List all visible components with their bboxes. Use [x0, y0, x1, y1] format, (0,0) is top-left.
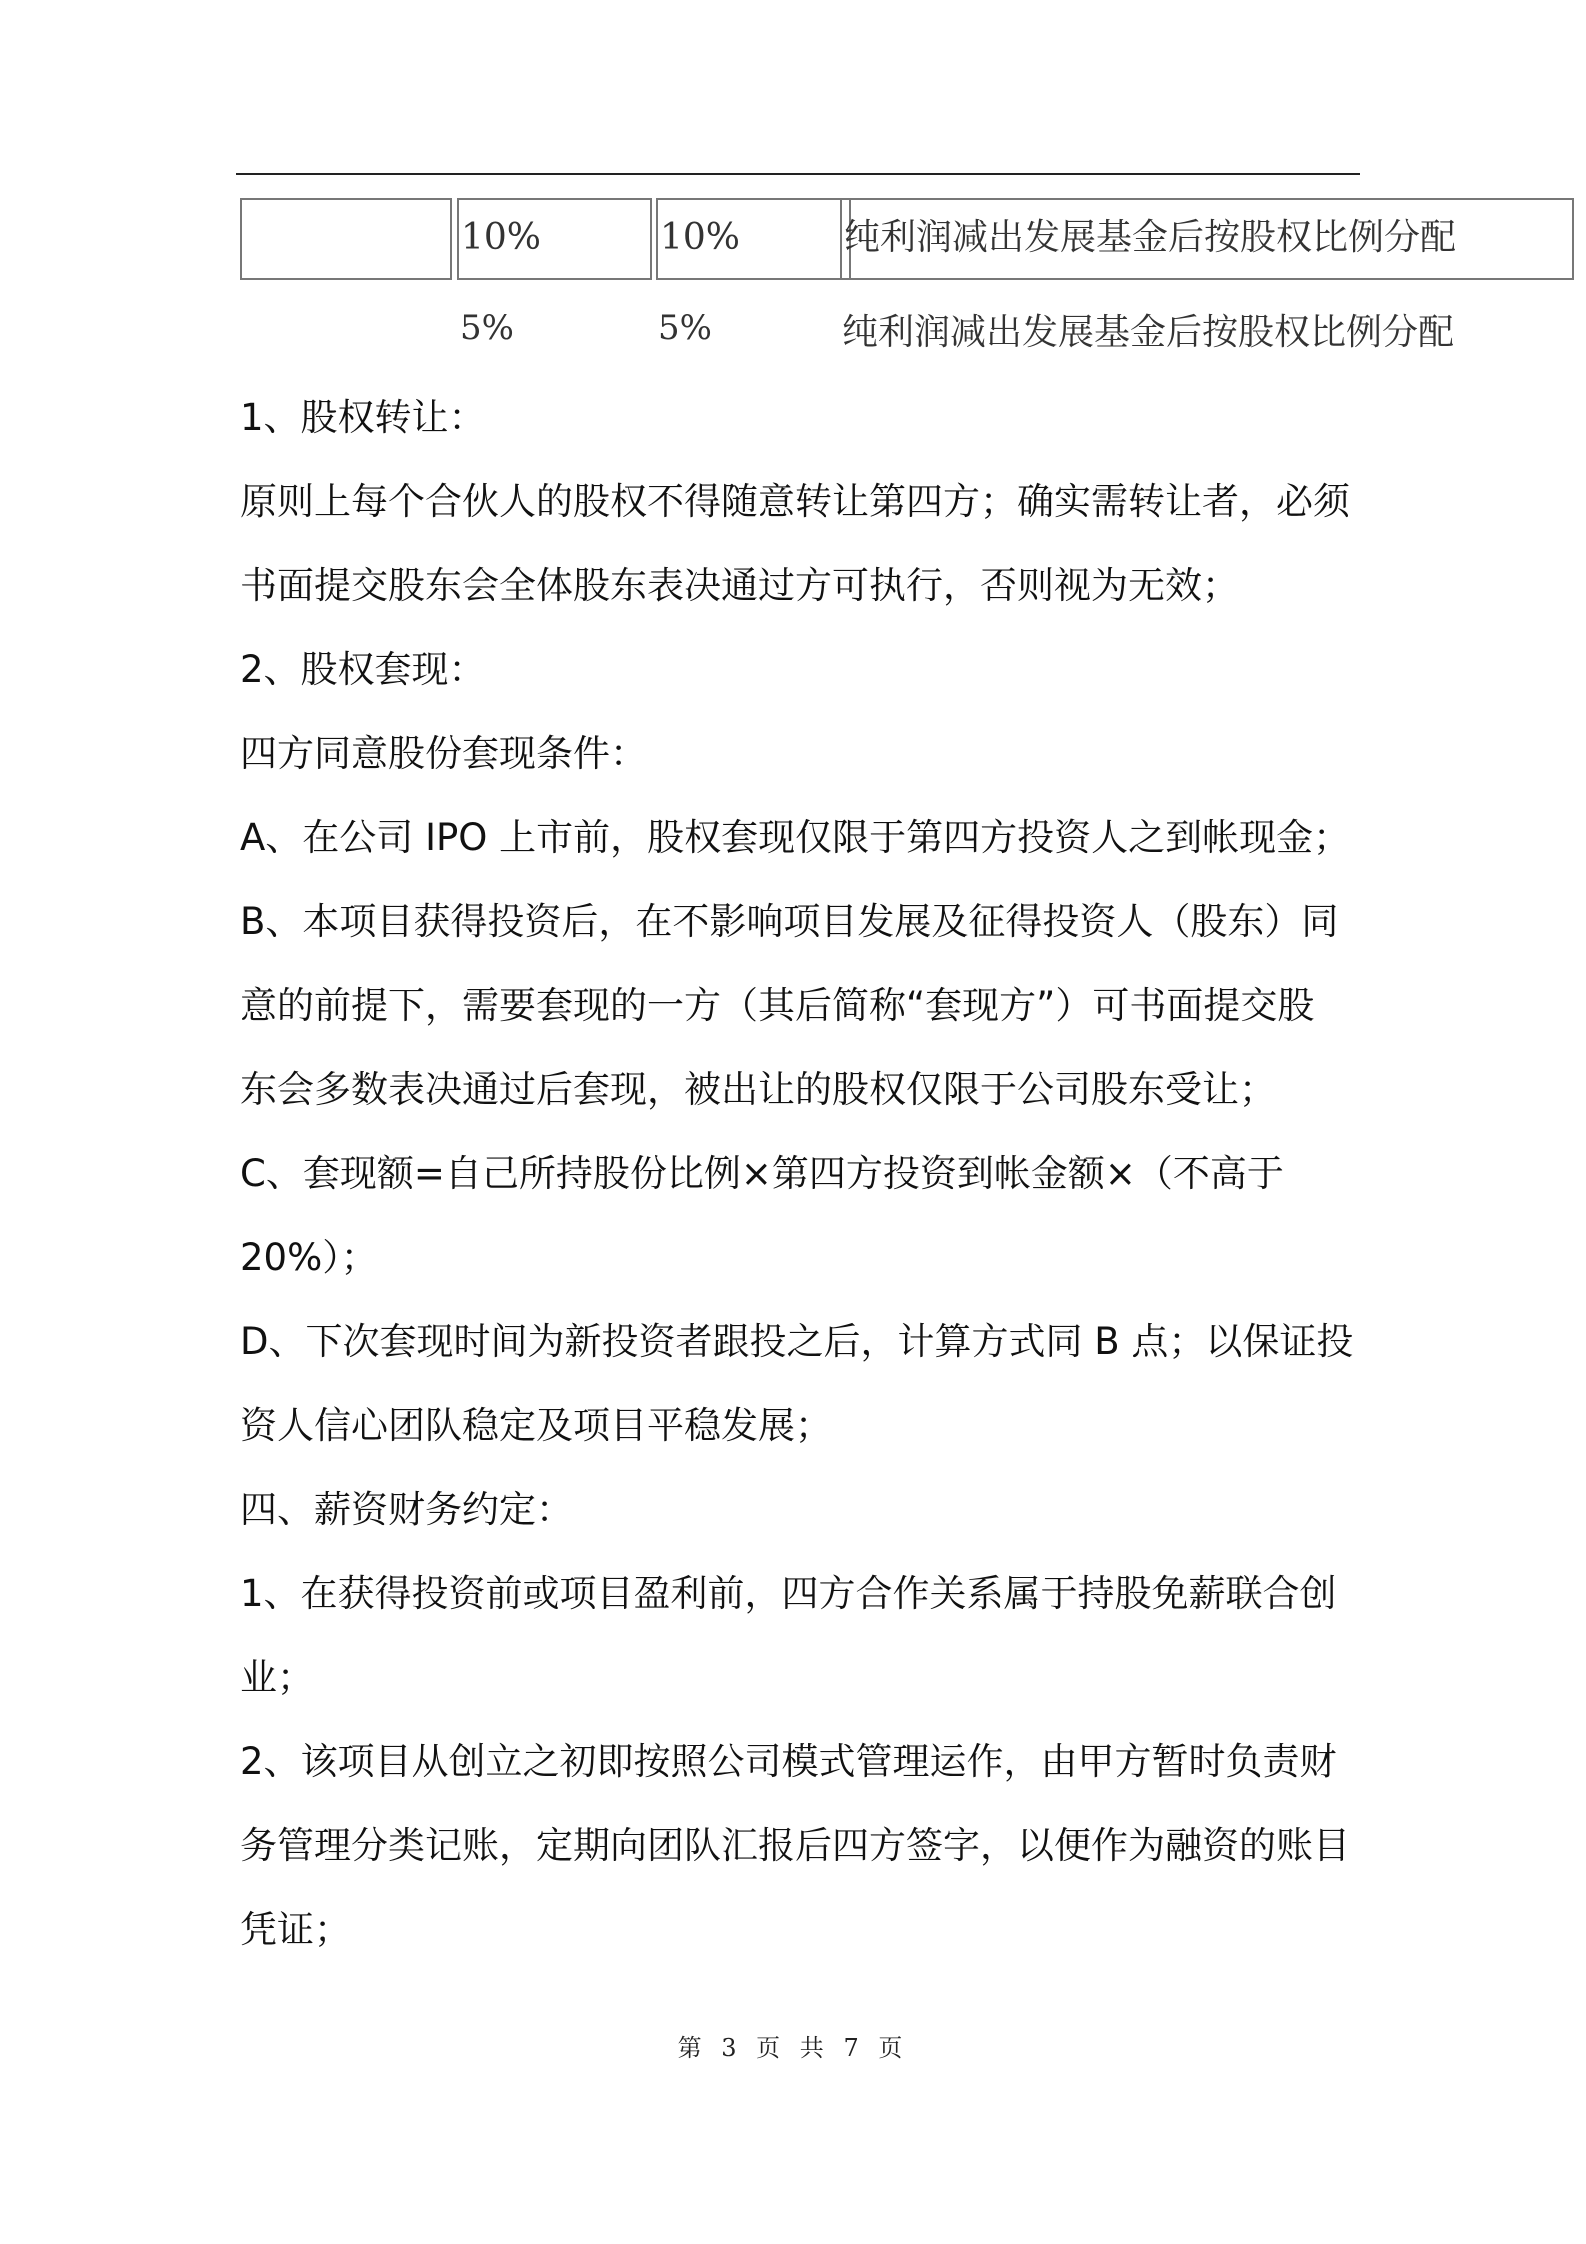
page-number-footer: 第 3 页 共 7 页 [677, 2034, 909, 2062]
document-body [240, 376, 1360, 1972]
paragraph-line: 1、在获得投资前或项目盈利前，四方合作关系属于持股免薪联合创 [240, 1572, 1337, 1615]
paragraph-line: 资人信心团队稳定及项目平稳发展； [240, 1404, 832, 1447]
paragraph-line: 原则上每个合伙人的股权不得随意转让第四方；确实需转让者，必须 [240, 480, 1350, 523]
equity-table [240, 198, 1574, 284]
paragraph-line: 业； [240, 1656, 314, 1699]
table-row2-percent-1: 5% [460, 308, 514, 348]
paragraph-line: A、在公司 IPO 上市前，股权套现仅限于第四方投资人之到帐现金； [240, 816, 1351, 859]
table-cell-empty [240, 198, 452, 280]
table-cell-percent-2 [656, 198, 851, 280]
paragraph-line: 四方同意股份套现条件： [240, 732, 647, 775]
paragraph-line: D、下次套现时间为新投资者跟投之后，计算方式同 B 点；以保证投 [240, 1320, 1354, 1363]
paragraph-line: 凭证； [240, 1908, 351, 1951]
table-cell-text: 10% [660, 217, 741, 258]
paragraph-line: C、套现额=自己所持股份比例×第四方投资到帐金额×（不高于 [240, 1152, 1284, 1195]
paragraph-line: 书面提交股东会全体股东表决通过方可执行，否则视为无效； [240, 564, 1239, 607]
table-cell-distribution [840, 198, 1574, 280]
table-row2-percent-2: 5% [658, 308, 712, 348]
heading-equity-transfer: 1、股权转让： [240, 396, 486, 439]
table-cell-text: 10% [461, 217, 542, 258]
paragraph-line: 意的前提下，需要套现的一方（其后简称“套现方”）可书面提交股 [240, 984, 1315, 1027]
table-cell-percent-1 [457, 198, 652, 280]
heading-salary-finance: 四、薪资财务约定： [240, 1488, 573, 1531]
table-cell-text: 纯利润减出发展基金后按股权比例分配 [844, 217, 1457, 258]
paragraph-line: 务管理分类记账，定期向团队汇报后四方签字，以便作为融资的账目 [240, 1824, 1350, 1867]
paragraph-line: 20%）； [240, 1236, 378, 1279]
paragraph-line: 2、该项目从创立之初即按照公司模式管理运作，由甲方暂时负责财 [240, 1740, 1337, 1783]
heading-equity-cashout: 2、股权套现： [240, 648, 486, 691]
table-row2-distribution: 纯利润减出发展基金后按股权比例分配 [842, 312, 1455, 353]
top-rule [236, 173, 1360, 175]
paragraph-line: 东会多数表决通过后套现，被出让的股权仅限于公司股东受让； [240, 1068, 1276, 1111]
paragraph-line: B、本项目获得投资后，在不影响项目发展及征得投资人（股东）同 [240, 900, 1339, 943]
